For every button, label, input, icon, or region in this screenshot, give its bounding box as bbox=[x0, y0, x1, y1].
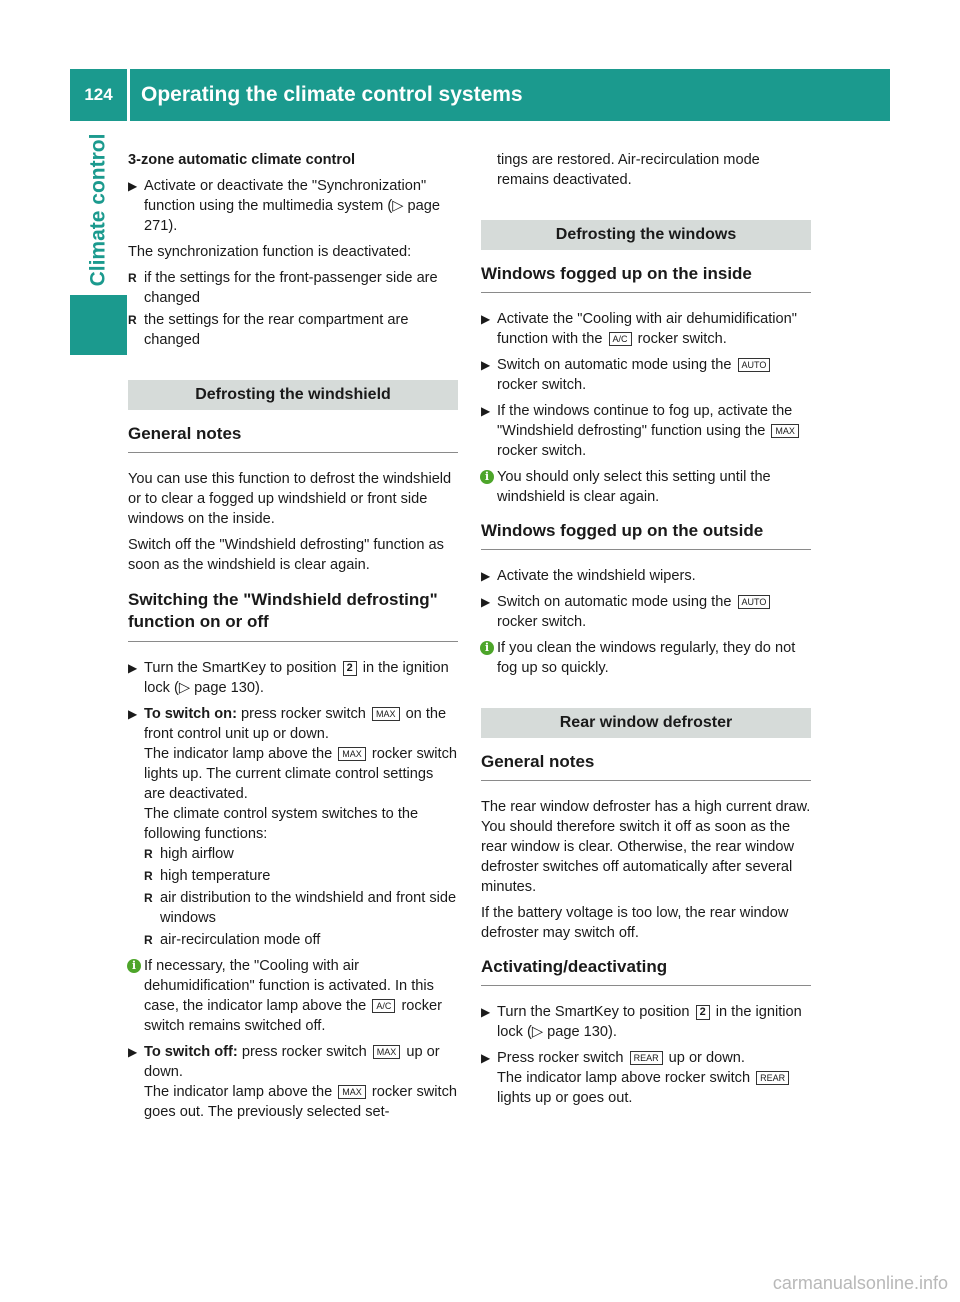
defrost-max-icon: MAX bbox=[372, 707, 400, 721]
bullet-item: R high temperature bbox=[144, 866, 458, 886]
step-item: ▶ Switch on automatic mode using the AUTO rocker switch. bbox=[481, 355, 811, 395]
step-item: ▶ Switch on automatic mode using the AUTO rocker switch. bbox=[481, 592, 811, 632]
bullet-item: R air-recirculation mode off bbox=[144, 930, 458, 950]
grey-heading: Rear window defroster bbox=[481, 708, 811, 738]
auto-icon: AUTO bbox=[738, 358, 771, 372]
subsection-heading: Windows fogged up on the outside bbox=[481, 521, 811, 550]
bullet-item: R high airflow bbox=[144, 844, 458, 864]
bullet-item: R if the settings for the front-passenger side are changed bbox=[128, 268, 458, 308]
step-item: ▶ Activate the "Cooling with air dehumidification" function with the A/C rocker switch. bbox=[481, 311, 797, 347]
arrow-icon: ▶ bbox=[481, 1051, 491, 1065]
paragraph: You can use this function to defrost the windshield or to clear a fogged up windshield or front side windows on the inside. bbox=[128, 471, 452, 527]
subsection-heading: General notes bbox=[481, 752, 811, 781]
step-item: ▶ To switch on: press rocker switch MAX on the front control unit up or down. The indicator lamp above the MAX rocker switch lights up. The current climate control settings are deactivated. The climate control system switches to the following functions: R high airflow R high temperature R air distribution to the windshield and front side windows R air-recirculation mode off bbox=[128, 704, 458, 950]
bullet-item: R air distribution to the windshield and front side windows bbox=[144, 888, 458, 928]
position-number: 2 bbox=[343, 661, 357, 676]
step-item: ▶ Activate or deactivate the "Synchronization" function using the multimedia system (▷ page 271). bbox=[128, 178, 440, 234]
paragraph: The rear window defroster has a high current draw. You should therefore switch it off as soon as the rear window is clear. Otherwise, the rear window defroster switches off automatically after several minutes. bbox=[481, 799, 811, 895]
watermark: carmanualsonline.info bbox=[772, 1273, 948, 1293]
page-number: 124 bbox=[84, 85, 113, 104]
subsection-heading: Switching the "Windshield defrosting" function on or off bbox=[128, 589, 458, 642]
info-icon: i bbox=[480, 641, 494, 655]
arrow-icon: ▶ bbox=[481, 358, 491, 372]
info-note: i You should only select this setting until the windshield is clear again. bbox=[481, 467, 811, 507]
info-note: i If you clean the windows regularly, they do not fog up so quickly. bbox=[481, 638, 811, 678]
grey-heading: Defrosting the windows bbox=[481, 220, 811, 250]
arrow-icon: ▶ bbox=[481, 1005, 491, 1019]
side-block bbox=[70, 295, 127, 355]
arrow-icon: ▶ bbox=[481, 404, 491, 418]
info-note: i If necessary, the "Cooling with air dehumidification" function is activated. In this case, the indicator lamp above the A/C rocker switch remains switched off. bbox=[128, 956, 458, 1036]
defrost-max-icon: MAX bbox=[338, 747, 366, 761]
rear-defrost-icon: REAR bbox=[630, 1051, 663, 1065]
step-item: ▶ Press rocker switch REAR up or down. The indicator lamp above rocker switch REAR lights up or goes out. bbox=[481, 1048, 811, 1108]
info-icon: i bbox=[480, 470, 494, 484]
arrow-icon: ▶ bbox=[481, 569, 491, 583]
ac-icon: A/C bbox=[609, 332, 632, 346]
subsection-heading: Activating/deactivating bbox=[481, 957, 811, 986]
defrost-max-icon: MAX bbox=[373, 1045, 401, 1059]
step-item: ▶ Activate the windshield wipers. bbox=[481, 568, 696, 584]
arrow-icon: ▶ bbox=[128, 179, 138, 193]
grey-heading: Defrosting the windshield bbox=[128, 380, 458, 410]
paragraph: Switch off the "Windshield defrosting" function as soon as the windshield is clear again. bbox=[128, 537, 444, 573]
step-item: ▶ If the windows continue to fog up, activate the "Windshield defrosting" function using the MAX rocker switch. bbox=[481, 401, 811, 461]
subsection-heading: General notes bbox=[128, 424, 458, 453]
position-number: 2 bbox=[696, 1005, 710, 1020]
arrow-icon: ▶ bbox=[128, 661, 138, 675]
header-divider bbox=[127, 69, 130, 121]
step-item: ▶ To switch off: press rocker switch MAX up or down. The indicator lamp above the MAX rocker switch goes out. The previously selected set- bbox=[128, 1044, 458, 1120]
defrost-max-icon: MAX bbox=[771, 424, 799, 438]
step-item: ▶ Turn the SmartKey to position 2 in the ignition lock (▷ page 130). bbox=[128, 660, 449, 696]
info-icon: i bbox=[127, 959, 141, 973]
side-label: Climate control bbox=[86, 133, 110, 287]
arrow-icon: ▶ bbox=[128, 1045, 138, 1059]
arrow-icon: ▶ bbox=[481, 595, 491, 609]
arrow-icon: ▶ bbox=[128, 707, 138, 721]
right-column bbox=[481, 150, 811, 1114]
subsection-heading: Windows fogged up on the inside bbox=[481, 264, 811, 293]
page-title: Operating the climate control systems bbox=[141, 83, 523, 106]
paragraph: tings are restored. Air-recirculation mode remains deactivated. bbox=[497, 152, 760, 188]
bullet-item: R the settings for the rear compartment are changed bbox=[128, 310, 458, 350]
paragraph: The synchronization function is deactivated: bbox=[128, 244, 412, 260]
defrost-max-icon: MAX bbox=[338, 1085, 366, 1099]
paragraph: If the battery voltage is too low, the rear window defroster may switch off. bbox=[481, 905, 789, 941]
rear-defrost-icon: REAR bbox=[756, 1071, 789, 1085]
side-tab bbox=[70, 125, 127, 295]
auto-icon: AUTO bbox=[738, 595, 771, 609]
step-item: ▶ Turn the SmartKey to position 2 in the ignition lock (▷ page 130). bbox=[481, 1004, 802, 1040]
section-heading: 3-zone automatic climate control bbox=[128, 152, 356, 168]
left-column bbox=[128, 150, 458, 1128]
ac-icon: A/C bbox=[372, 999, 395, 1013]
arrow-icon: ▶ bbox=[481, 312, 491, 326]
